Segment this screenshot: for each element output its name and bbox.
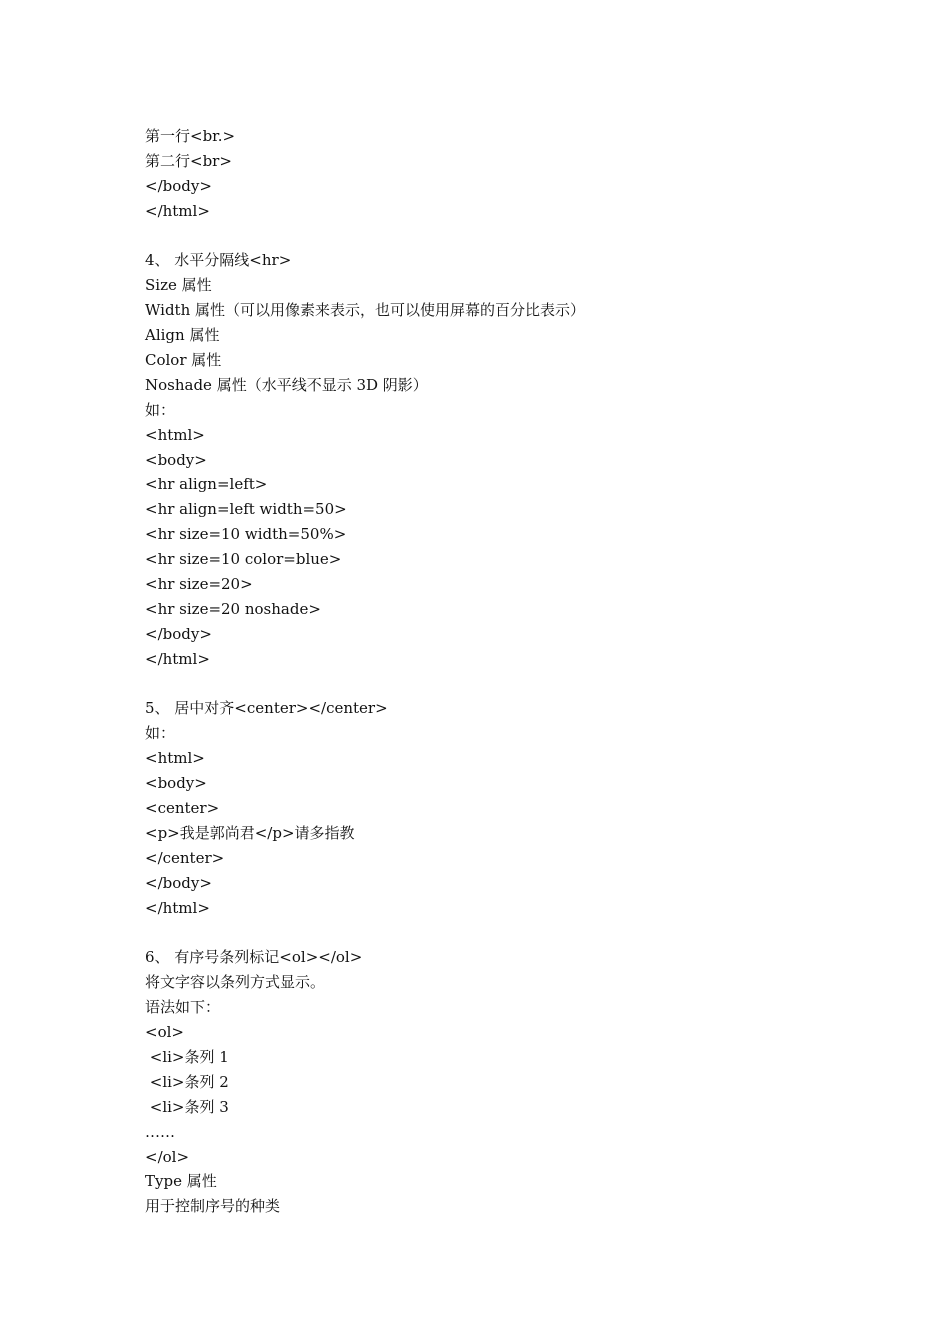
code-line: </html> [145, 649, 210, 668]
text-line: 语法如下： [145, 998, 221, 1017]
code-line: <hr size=10 color=blue> [145, 550, 342, 569]
code-line: <hr align=left> [145, 475, 268, 494]
section-heading: 4、 水平分隔线<hr> [145, 251, 292, 270]
code-line: <body> [145, 774, 207, 793]
code-line: <body> [145, 450, 207, 469]
text-line: …… [145, 1122, 175, 1141]
code-line: <hr size=20> [145, 575, 253, 594]
code-line: <hr size=10 width=50%> [145, 525, 347, 544]
section-heading: 6、 有序号条列标记<ol></ol> [145, 948, 363, 967]
code-line: </center> [145, 848, 225, 867]
code-line: </body> [145, 624, 212, 643]
code-line: </html> [145, 898, 210, 917]
text-line: 将文字容以条列方式显示。 [145, 973, 326, 992]
text-line: Color 属性 [145, 351, 222, 370]
text-line: 第二行<br> [145, 151, 232, 170]
text-line: 第一行<br.> [145, 127, 236, 145]
text-line: Size 属性 [145, 276, 212, 295]
code-line: <li>条列 2 [145, 1072, 229, 1091]
code-line: <html> [145, 749, 205, 768]
section-heading: 5、 居中对齐<center></center> [145, 699, 388, 718]
text-line: 用于控制序号的种类 [145, 1197, 281, 1216]
blank-line [145, 921, 845, 946]
text-line: Align 属性 [145, 326, 220, 345]
blank-line [145, 672, 845, 697]
document-page [145, 124, 845, 1219]
code-line: <p>我是郭尚君</p>请多指教 [145, 823, 355, 842]
code-line: <center> [145, 799, 220, 818]
code-line: <li>条列 3 [145, 1097, 229, 1116]
code-line: <html> [145, 425, 205, 444]
code-line: <ol> [145, 1023, 184, 1042]
text-line: </html> [145, 201, 210, 220]
code-line: <hr align=left width=50> [145, 500, 347, 519]
text-line: Noshade 属性（水平线不显示 3D 阴影） [145, 375, 428, 394]
text-line: 如： [145, 724, 176, 743]
blank-line [145, 224, 845, 249]
text-line: Type 属性 [145, 1172, 217, 1191]
code-line: </body> [145, 873, 212, 892]
code-line: <li>条列 1 [145, 1047, 229, 1066]
text-line: 如： [145, 400, 176, 419]
text-line: Width 属性（可以用像素来表示，也可以使用屏幕的百分比表示） [145, 301, 586, 320]
code-line: </ol> [145, 1147, 190, 1166]
code-line: <hr size=20 noshade> [145, 599, 321, 618]
text-line: </body> [145, 176, 212, 195]
